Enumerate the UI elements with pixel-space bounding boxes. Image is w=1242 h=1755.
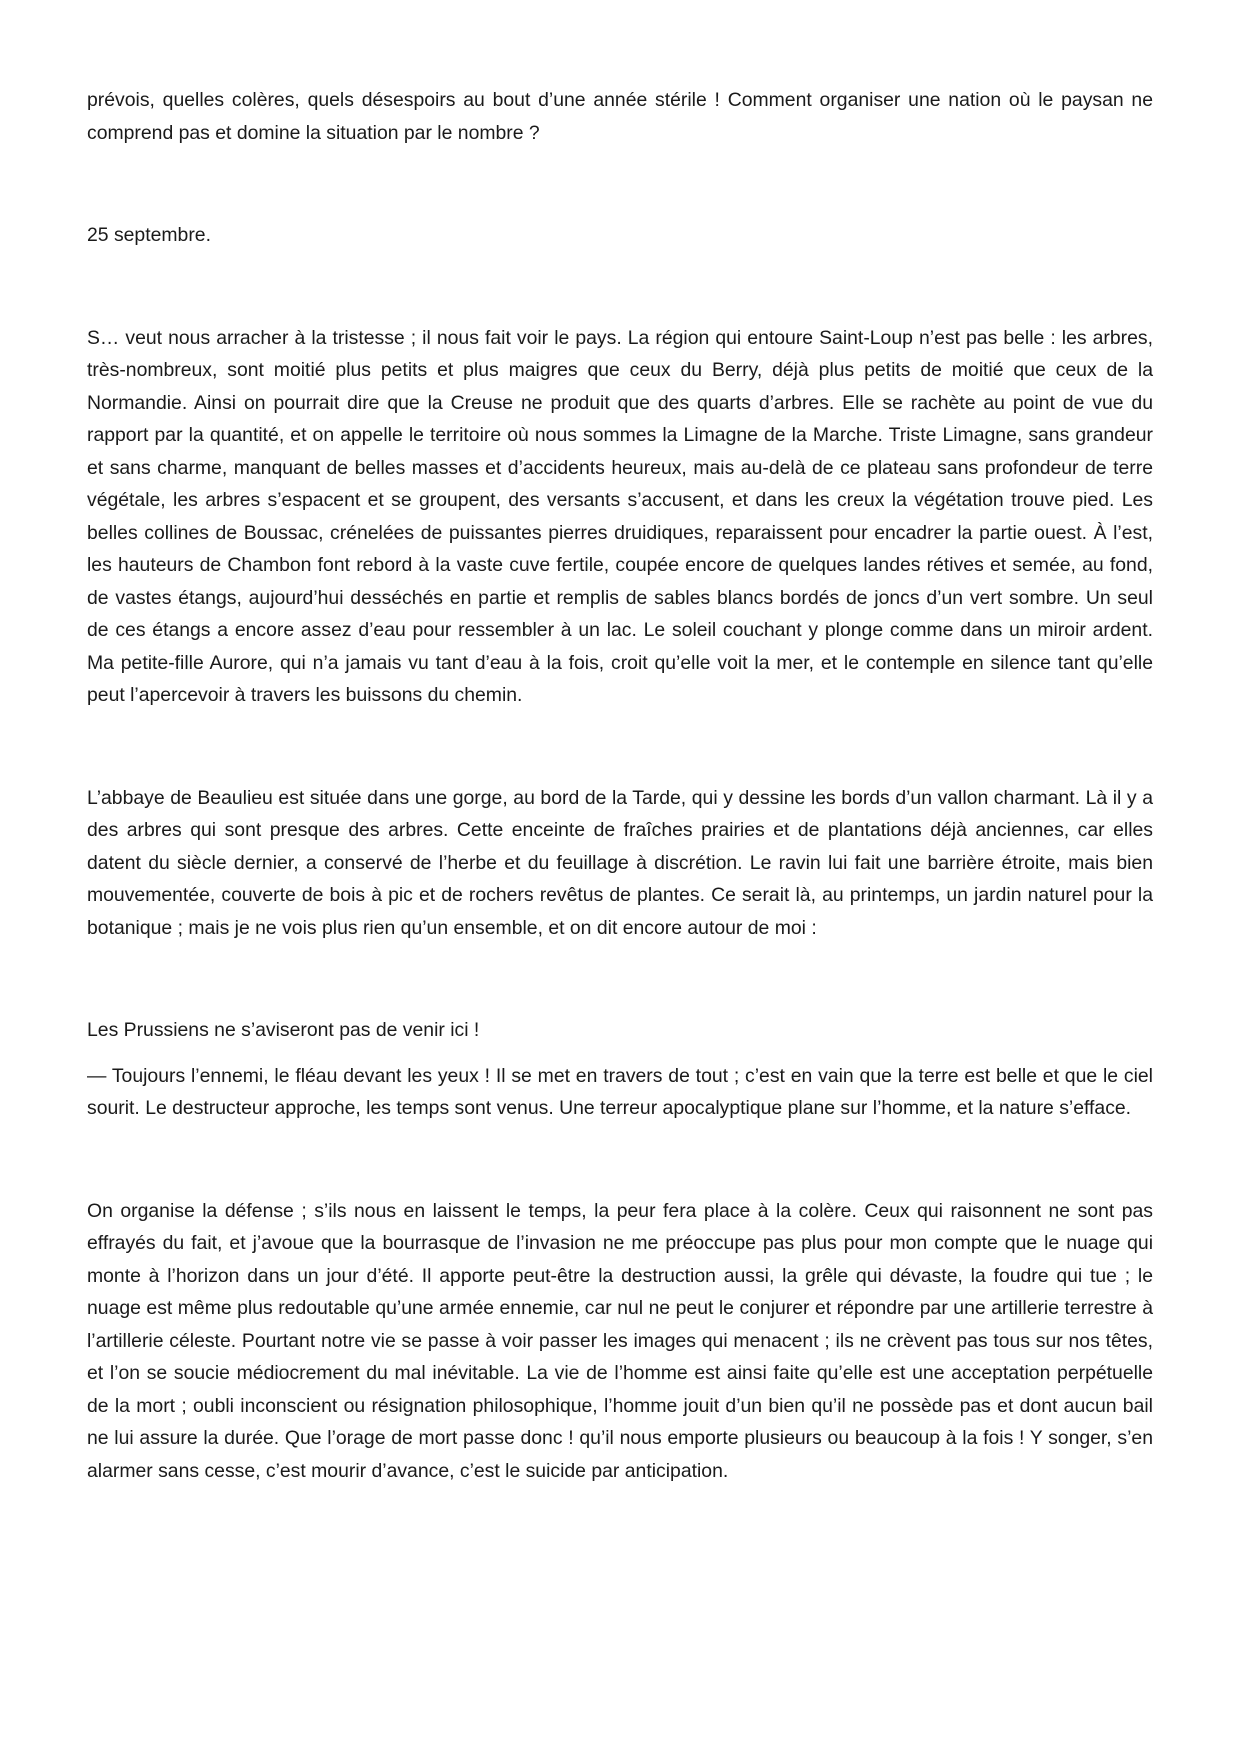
paragraph-continuation: prévois, quelles colères, quels désespoirs au bout d’une année stérile ! Comment organiser une nation où le paysan ne comprend pas et domine la situation par le nombre ? xyxy=(87,89,1153,144)
document-page xyxy=(87,84,1153,1487)
paragraph-abbey: L’abbaye de Beaulieu est située dans une gorge, au bord de la Tarde, qui y dessine les bords d’un vallon charmant. Là il y a des arbres qui sont presque des arbres. Cette enceinte de fraîches prairies et de plantations déjà anciennes, car elles datent du siècle dernier, a conservé de l’herbe et du feuillage à discrétion. Le ravin lui fait une barrière étroite, mais bien mouvementée, couverte de bois à pic et de rochers revêtus de plantes. Ce serait là, au printemps, un jardin naturel pour la botanique ; mais je ne vois plus rien qu’un ensemble, et on dit encore autour de moi : xyxy=(87,786,1153,939)
paragraph-enemy: — Toujours l’ennemi, le fléau devant les yeux ! Il se met en travers de tout ; c’est en vain que la terre est belle et que le ciel sourit. Le destructeur approche, les temps sont venus. Une terreur apocalyptique plane sur l’homme, et la nature s’efface. xyxy=(87,1064,1153,1119)
date-heading: 25 septembre. xyxy=(87,224,211,246)
paragraph-landscape: S… veut nous arracher à la tristesse ; il nous fait voir le pays. La région qui entoure Saint-Loup n’est pas belle : les arbres, très-nombreux, sont moitié plus petits et plus maigres que ceux du Berry, déjà plus petits de moitié que ceux de la Normandie. Ainsi on pourrait dire que la Creuse ne produit que des quarts d’arbres. Elle se rachète au point de vue du rapport par la quantité, et on appelle le territoire où nous sommes la Limagne de la Marche. Triste Limagne, sans grandeur et sans charme, manquant de belles masses et d’accidents heureux, mais au-delà de ce plateau sans profondeur de terre végétale, les arbres s’espacent et se groupent, des versants s’accusent, et dans les creux la végétation trouve pied. Les belles collines de Boussac, crénelées de puissantes pierres druidiques, reparaissent pour encadrer la partie ouest. À l’est, les hauteurs de Chambon font rebord à la vaste cuve fertile, coupée encore de quelques landes rétives et semée, au fond, de vastes étangs, aujourd’hui desséchés en partie et remplis de sables blancs bordés de joncs d’un vert sombre. Un seul de ces étangs a encore assez d’eau pour ressembler à un lac. Le soleil couchant y plonge comme dans un miroir ardent. Ma petite-fille Aurore, qui n’a jamais vu tant d’eau à la fois, croit qu’elle voit la mer, et le contemple en silence tant qu’elle peut l’apercevoir à travers les buissons du chemin. xyxy=(87,326,1153,706)
paragraph-quote: Les Prussiens ne s’aviseront pas de venir ici ! xyxy=(87,1019,480,1041)
paragraph-defense: On organise la défense ; s’ils nous en laissent le temps, la peur fera place à la colère. Ceux qui raisonnent ne sont pas effrayés du fait, et j’avoue que la bourrasque de l’invasion ne me préoccupe pas plus pour mon compte que le nuage qui monte à l’horizon dans un jour d’été. Il apporte peut-être la destruction aussi, la grêle qui dévaste, la foudre qui tue ; le nuage est même plus redoutable qu’une armée ennemie, car nul ne peut le conjurer et répondre par une artillerie terrestre à l’artillerie céleste. Pourtant notre vie se passe à voir passer les images qui menacent ; ils ne crèvent pas tous sur nos têtes, et l’on se soucie médiocrement du mal inévitable. La vie de l’homme est ainsi faite qu’elle est une acceptation perpétuelle de la mort ; oubli inconscient ou résignation philosophique, l’homme jouit d’un bien qu’il ne possède pas et dont aucun bail ne lui assure la durée. Que l’orage de mort passe donc ! qu’il nous emporte plusieurs ou beaucoup à la fois ! Y songer, s’en alarmer sans cesse, c’est mourir d’avance, c’est le suicide par anticipation. xyxy=(87,1199,1153,1482)
